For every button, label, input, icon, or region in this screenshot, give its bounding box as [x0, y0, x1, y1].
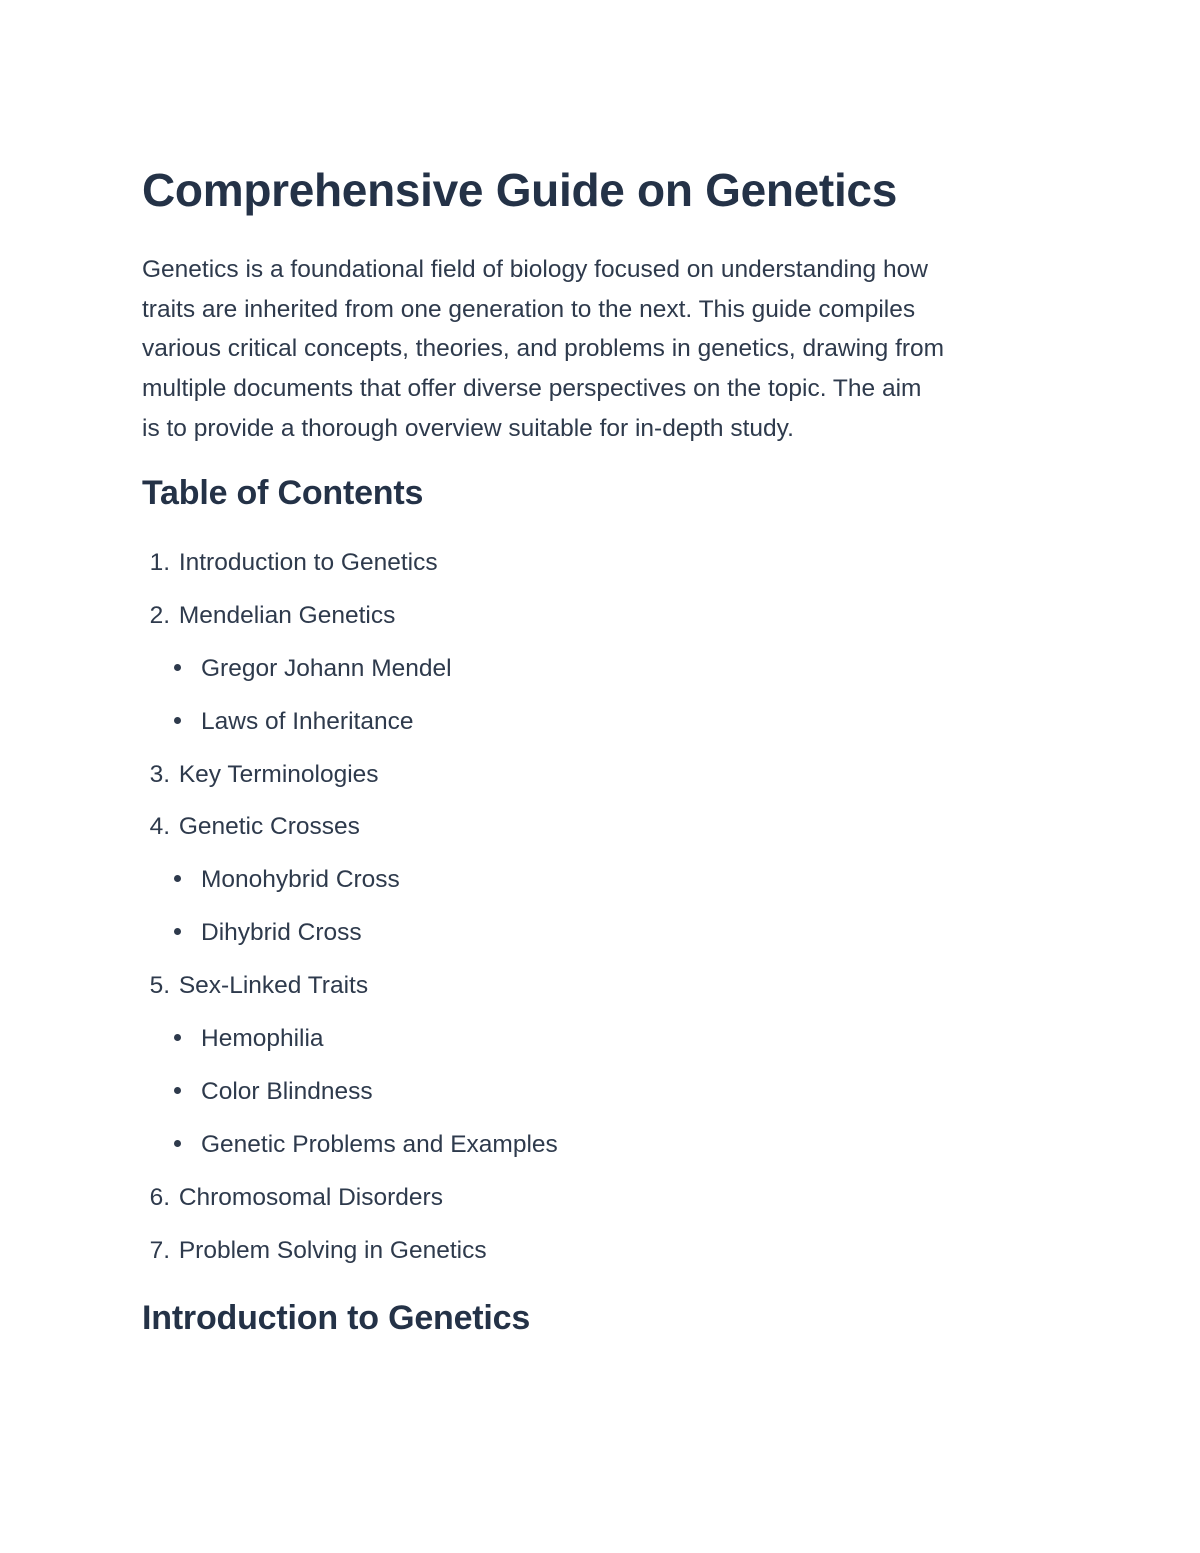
intro-line: is to provide a thorough overview suitable for in-depth study.	[142, 414, 794, 442]
toc-heading: Table of Contents	[142, 474, 424, 512]
bullet-icon	[174, 1034, 181, 1041]
intro-line: Genetics is a foundational field of biology focused on understanding how	[142, 256, 928, 283]
intro-line: various critical concepts, theories, and problems in genetics, drawing from	[142, 335, 945, 363]
toc-subitem	[142, 1019, 558, 1072]
toc-subitem-label: Laws of Inheritance	[201, 707, 414, 735]
toc-item-number: 7.	[149, 1236, 170, 1264]
intro-line: traits are inherited from one generation to the next. This guide compiles	[142, 295, 916, 323]
toc-subitem	[142, 649, 558, 702]
toc-item-number: 4.	[149, 813, 170, 841]
toc-item	[142, 966, 558, 1019]
bullet-icon	[174, 928, 181, 935]
toc-item-number: 2.	[149, 601, 170, 629]
toc-item-label: Chromosomal Disorders	[178, 1183, 443, 1211]
toc-item-number: 6.	[149, 1183, 170, 1211]
intro-line: multiple documents that offer diverse perspectives on the topic. The aim	[142, 375, 922, 403]
bullet-icon	[174, 664, 181, 671]
bullet-icon	[174, 1087, 181, 1094]
toc-subitem-label: Monohybrid Cross	[201, 866, 400, 894]
toc-subitem-label: Dihybrid Cross	[201, 919, 362, 947]
toc-item-label: Mendelian Genetics	[178, 601, 396, 629]
toc-item	[142, 1231, 558, 1284]
toc-item-label: Problem Solving in Genetics	[178, 1236, 487, 1264]
toc-item-number: 1.	[149, 549, 170, 576]
bullet-icon	[174, 717, 181, 724]
table-of-contents	[142, 543, 558, 1283]
toc-item-number: 5.	[149, 972, 170, 1000]
toc-subitem-label: Gregor Johann Mendel	[201, 654, 452, 682]
toc-subitem-label: Hemophilia	[201, 1025, 324, 1053]
section-heading: Introduction to Genetics	[142, 1299, 531, 1337]
bullet-icon	[174, 1140, 181, 1147]
toc-subitem	[142, 702, 558, 755]
intro-paragraph	[142, 250, 1057, 449]
document-title: Comprehensive Guide on Genetics	[142, 164, 898, 216]
toc-subitem	[142, 913, 558, 966]
toc-subitem	[142, 1125, 558, 1178]
toc-item	[142, 543, 558, 596]
toc-item-label: Key Terminologies	[178, 760, 379, 788]
toc-item	[142, 596, 558, 649]
toc-item-label: Introduction to Genetics	[178, 549, 438, 576]
toc-item	[142, 755, 558, 808]
toc-subitem-label: Genetic Problems and Examples	[201, 1130, 558, 1158]
toc-subitem	[142, 860, 558, 913]
toc-item-label: Sex-Linked Traits	[178, 972, 369, 1000]
toc-subitem	[142, 1072, 558, 1125]
bullet-icon	[174, 875, 181, 882]
toc-item-label: Genetic Crosses	[178, 813, 360, 841]
toc-item	[142, 1178, 558, 1231]
toc-subitem-label: Color Blindness	[201, 1077, 373, 1105]
toc-item-number: 3.	[149, 760, 170, 788]
toc-item	[142, 807, 558, 860]
